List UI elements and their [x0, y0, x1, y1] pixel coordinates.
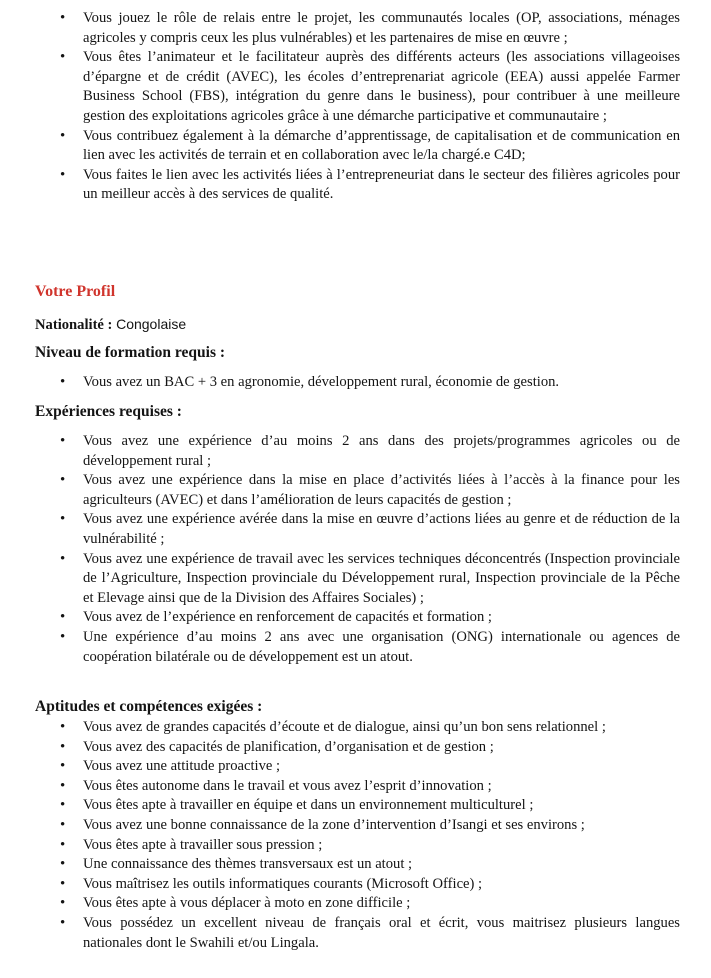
skills-item: • Vous possédez un excellent niveau de français oral et écrit, vous maitrisez plusieurs langues nationales dont le Swahili et/ou Lingala. [60, 914, 680, 953]
education-item: • Vous avez un BAC + 3 en agronomie, développement rural, économie de gestion. [60, 373, 680, 393]
skills-item: • Vous avez une attitude proactive ; [60, 757, 680, 777]
experience-item: • Vous avez une expérience d’au moins 2 ans dans des projets/programmes agricoles ou de développement rural ; [60, 432, 680, 471]
skills-item: • Vous avez une bonne connaissance de la zone d’intervention d’Isangi et ses environs ; [60, 816, 680, 836]
skills-heading: Aptitudes et compétences exigées : [35, 698, 263, 715]
nationality-line [35, 315, 186, 336]
skills-item: • Vous êtes apte à travailler sous pression ; [60, 836, 680, 856]
skills-item: • Vous avez de grandes capacités d’écoute et de dialogue, ainsi qu’un bon sens relationnel ; [60, 718, 680, 738]
skills-item: • Vous avez des capacités de planification, d’organisation et de gestion ; [60, 738, 680, 758]
nationality-value: Congolaise [116, 316, 187, 332]
nationality-label: Nationalité : [35, 317, 113, 333]
profile-title: Votre Profil [35, 283, 116, 300]
skills-item: • Vous êtes apte à travailler en équipe et dans un environnement multiculturel ; [60, 796, 680, 816]
skills-item: • Vous maîtrisez les outils informatiques courants (Microsoft Office) ; [60, 875, 680, 895]
education-list [60, 373, 680, 393]
experience-heading: Expériences requises : [35, 403, 182, 420]
experience-item: • Une expérience d’au moins 2 ans avec une organisation (ONG) internationale ou agences de coopération bilatérale ou de développement est un atout. [60, 628, 680, 667]
skills-item: • Vous êtes apte à vous déplacer à moto en zone difficile ; [60, 894, 680, 914]
intro-list [60, 9, 680, 205]
intro-item: • Vous êtes l’animateur et le facilitateur auprès des différents acteurs (les associations villageoises d’épargne et de crédit (AVEC), les écoles d’entreprenariat agricole (EEA) aussi appelée Farmer Business School (FBS), intégration du genre dans le business), pour contribuer à une meilleure gestion des exploitations agricoles grâce à une démarche participative et communautaire ; [60, 48, 680, 126]
experience-list [60, 432, 680, 667]
skills-item: • Une connaissance des thèmes transversaux est un atout ; [60, 855, 680, 875]
experience-item: • Vous avez une expérience dans la mise en place d’activités liées à l’accès à la finance pour les agriculteurs (AVEC) et dans l’amélioration de leurs capacités de gestion ; [60, 471, 680, 510]
experience-item: • Vous avez de l’expérience en renforcement de capacités et formation ; [60, 608, 680, 628]
intro-item: • Vous jouez le rôle de relais entre le projet, les communautés locales (OP, associations, ménages agricoles y compris ceux les plus vulnérables) et les partenaires de mise en œuvre ; [60, 9, 680, 48]
experience-item: • Vous avez une expérience de travail avec les services techniques déconcentrés (Inspection provinciale de l’Agriculture, Inspection provinciale du Développement rural, Inspection provinciale de la Pêche et Elevage ainsi que de la Division des Affaires Sociales) ; [60, 550, 680, 609]
intro-item: • Vous contribuez également à la démarche d’apprentissage, de capitalisation et de communication en lien avec les activités de terrain et en collaboration avec le/la chargé.e C4D; [60, 127, 680, 166]
education-heading: Niveau de formation requis : [35, 344, 226, 361]
skills-item: • Vous êtes autonome dans le travail et vous avez l’esprit d’innovation ; [60, 777, 680, 797]
skills-list [60, 718, 680, 953]
experience-item: • Vous avez une expérience avérée dans la mise en œuvre d’actions liées au genre et de réduction de la vulnérabilité ; [60, 510, 680, 549]
intro-item: • Vous faites le lien avec les activités liées à l’entrepreneuriat dans le secteur des filières agricoles pour un meilleur accès à des services de qualité. [60, 166, 680, 205]
